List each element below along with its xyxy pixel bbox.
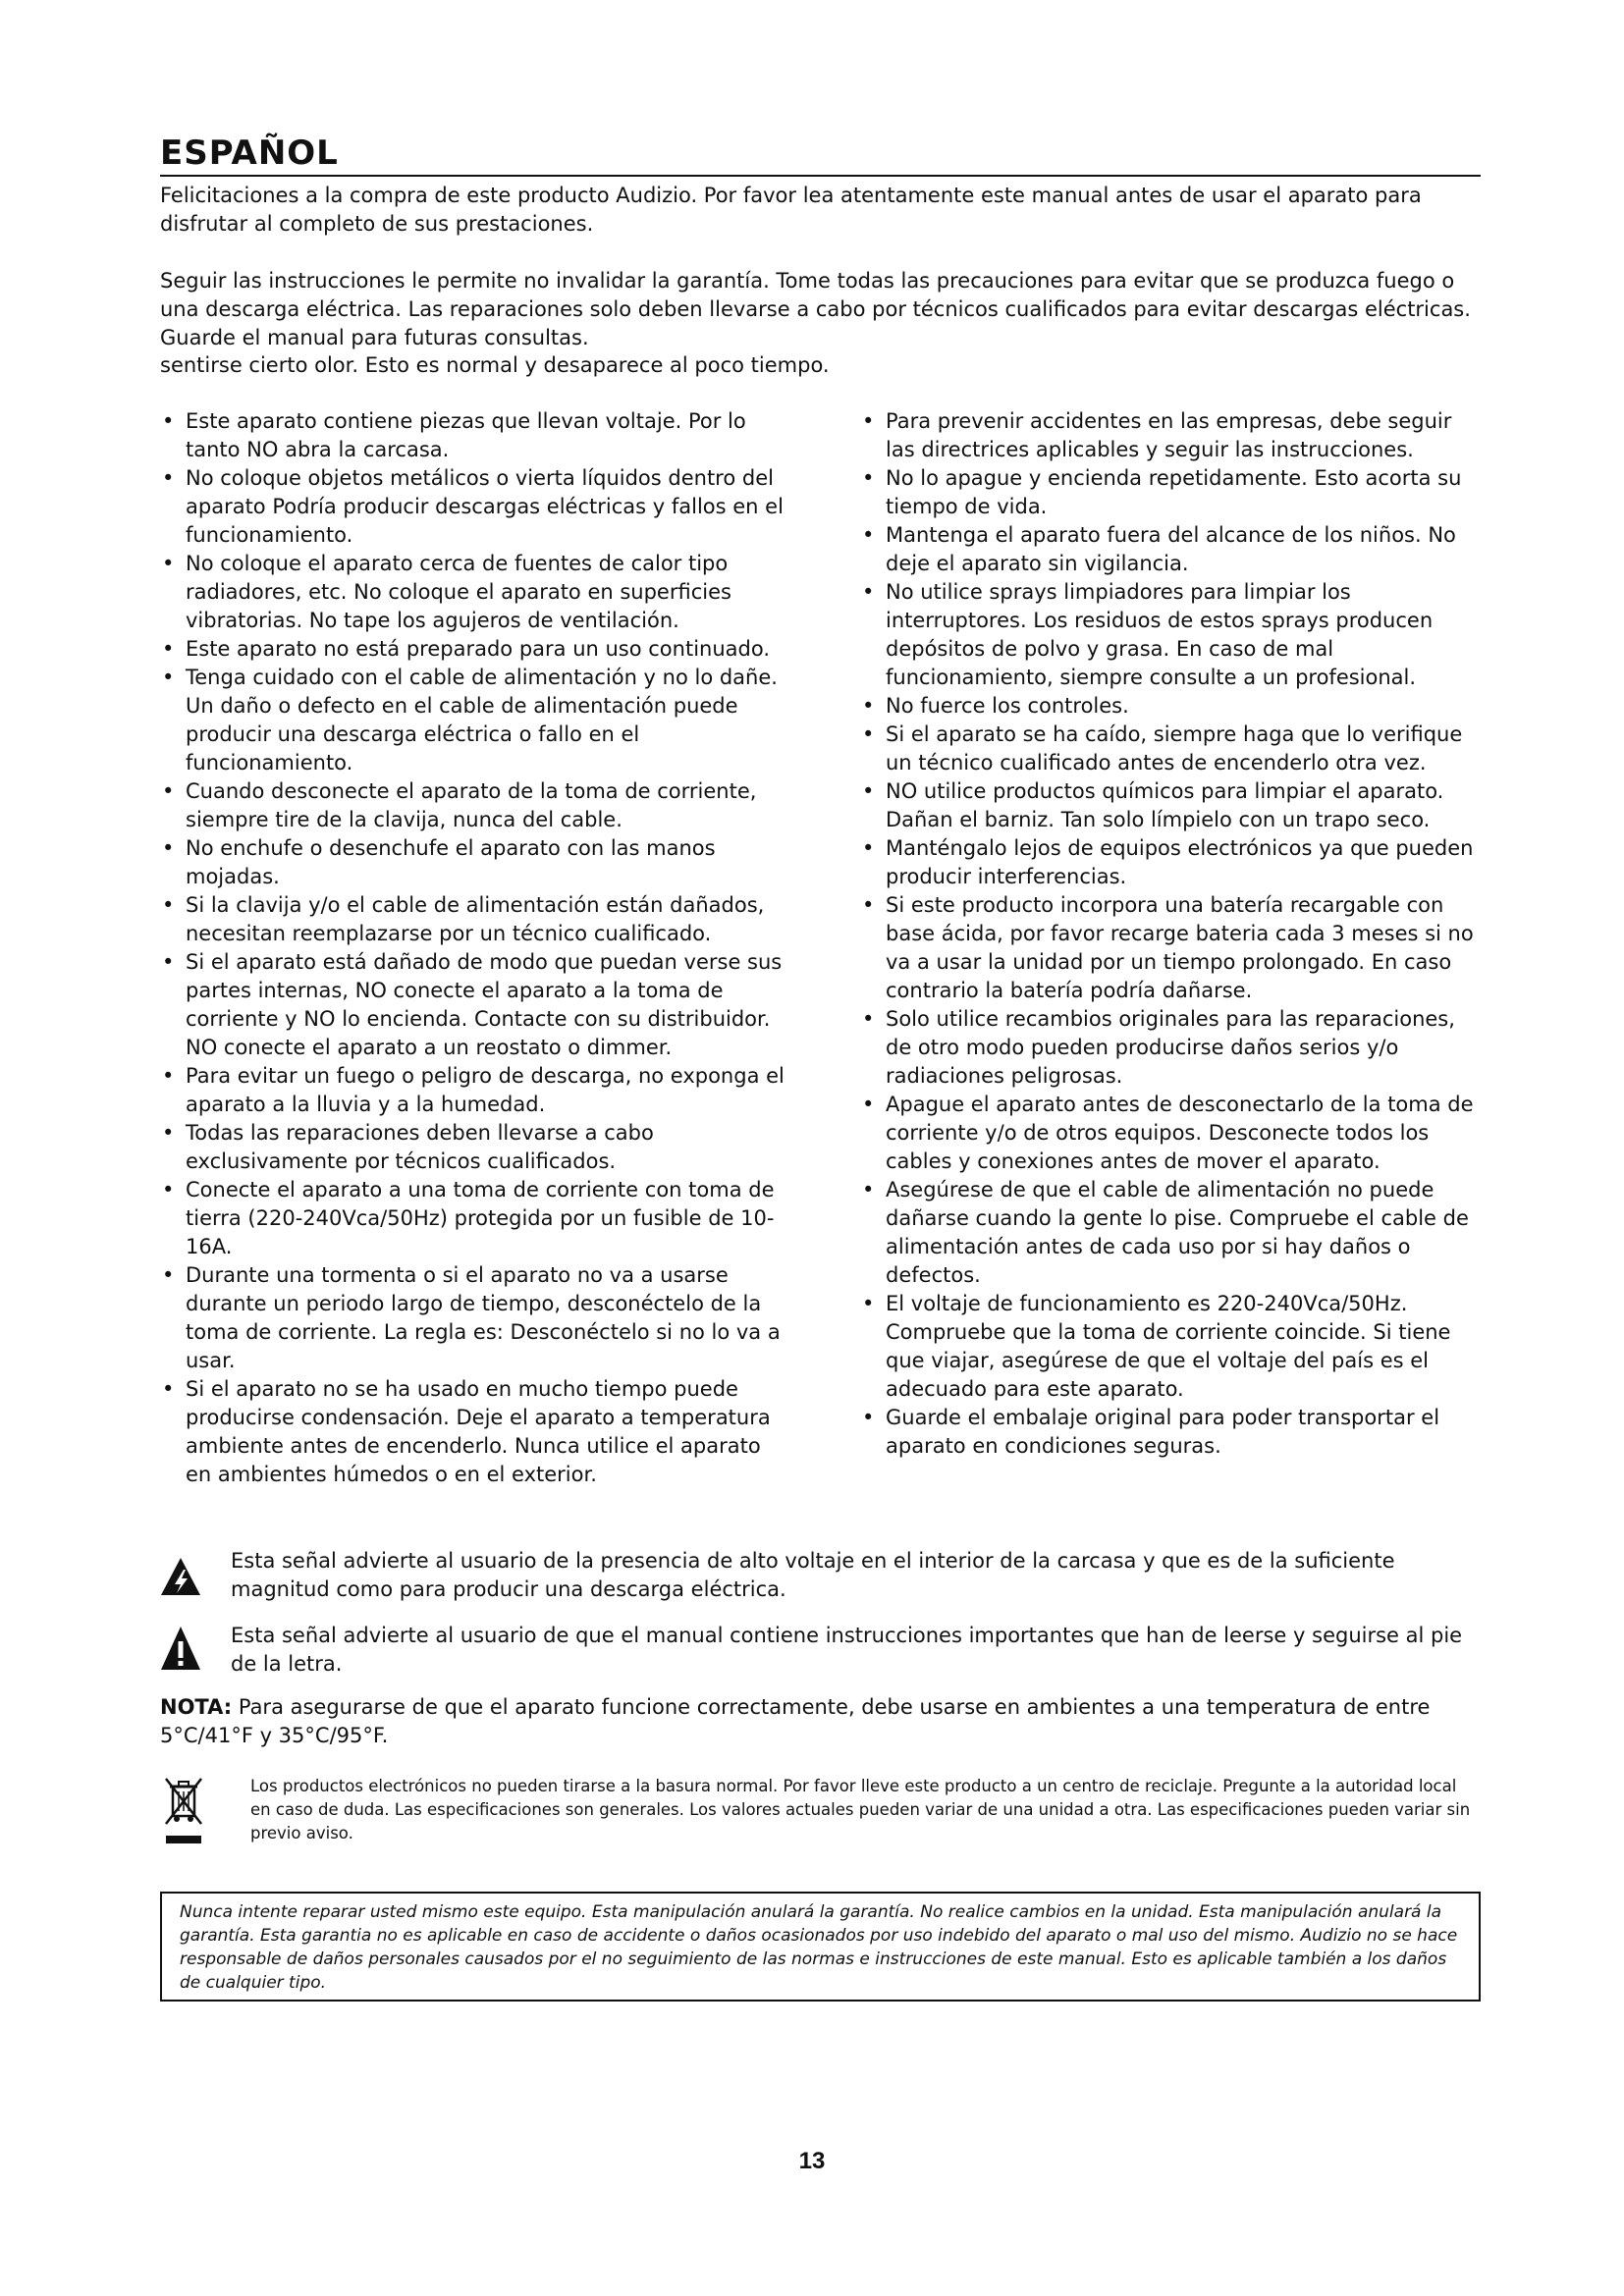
list-item: • Si el aparato no se ha usado en mucho tiempo puede producirse condensación. Deje el aparato a temperatura ambiente antes de encenderlo. Nunca utilice el aparato en ambientes húmedos o en el exterior. [162, 1375, 785, 1489]
note-paragraph [160, 1693, 1481, 1750]
voltage-warning-text: Esta señal advierte al usuario de la presencia de alto voltaje en el interior de la carcasa y que es de la suficiente magnitud como para producir una descarga eléctrica. [231, 1549, 1395, 1601]
exclamation-warning-icon [160, 1626, 201, 1679]
list-item: • Durante una tormenta o si el aparato no va a usarse durante un periodo largo de tiempo, desconéctelo de la toma de corriente. La regla es: Desconéctelo si no lo va a usar. [162, 1261, 785, 1375]
recycling-notice [160, 1775, 1481, 1863]
safety-list-left [162, 407, 785, 1489]
list-item: • Si el aparato está dañado de modo que puedan verse sus partes internas, NO conecte el aparato a la toma de corriente y NO lo encienda. Contacte con su distribuidor. NO conecte el aparato a un reostato o dimmer. [162, 948, 785, 1062]
intro-paragraph-3: sentirse cierto olor. Esto es normal y desaparece al poco tiempo. [160, 353, 830, 377]
note-text: Para asegurarse de que el aparato funcione correctamente, debe usarse en ambientes a una temperatura de entre 5°C/41°F y 35°C/95°F. [160, 1695, 1431, 1747]
list-item: • Conecte el aparato a una toma de corriente con toma de tierra (220-240Vca/50Hz) protegida por un fusible de 10-16A. [162, 1176, 785, 1261]
manual-warning [160, 1622, 1481, 1684]
list-item: • Este aparato no está preparado para un uso continuado. [162, 635, 785, 664]
list-item: • No fuerce los controles. [862, 692, 1486, 721]
list-item: • Si la clavija y/o el cable de alimentación están dañados, necesitan reemplazarse por un técnico cualificado. [162, 891, 785, 948]
list-item: • Apague el aparato antes de desconectarlo de la toma de corriente y/o de otros equipos. Desconecte todos los cables y conexiones antes de mover el aparato. [862, 1091, 1486, 1176]
list-item: • El voltaje de funcionamiento es 220-240Vca/50Hz. Compruebe que la toma de corriente coincide. Si tiene que viajar, asegúrese de que el voltaje del país es el adecuado para este aparato. [862, 1290, 1486, 1404]
list-item: • Cuando desconecte el aparato de la toma de corriente, siempre tire de la clavija, nunca del cable. [162, 777, 785, 834]
list-item: • Todas las reparaciones deben llevarse a cabo exclusivamente por técnicos cualificados. [162, 1119, 785, 1176]
intro-paragraph-1: Felicitaciones a la compra de este producto Audizio. Por favor lea atentamente este manual antes de usar el aparato para disfrutar al completo de sus prestaciones. [160, 184, 1422, 236]
manual-warning-text: Esta señal advierte al usuario de que el manual contiene instrucciones importantes que han de leerse y seguirse al pie de la letra. [231, 1624, 1463, 1676]
list-item: • Tenga cuidado con el cable de alimentación y no lo dañe. Un daño o defecto en el cable de alimentación puede producir una descarga eléctrica o fallo en el funcionamiento. [162, 664, 785, 777]
page-number: 13 [798, 2148, 826, 2174]
list-item: • Asegúrese de que el cable de alimentación no puede dañarse cuando la gente lo pise. Compruebe el cable de alimentación antes de cada uso por si hay daños o defectos. [862, 1176, 1486, 1290]
high-voltage-warning-icon [160, 1557, 201, 1604]
list-item: • Este aparato contiene piezas que llevan voltaje. Por lo tanto NO abra la carcasa. [162, 407, 785, 464]
list-item: • Si el aparato se ha caído, siempre haga que lo verifique un técnico cualificado antes de encenderlo otra vez. [862, 721, 1486, 777]
crossed-bin-icon [164, 1777, 203, 1857]
list-item: • NO utilice productos químicos para limpiar el aparato. Dañan el barniz. Tan solo límpielo con un trapo seco. [862, 777, 1486, 834]
list-item: • Mantenga el aparato fuera del alcance de los niños. No deje el aparato sin vigilancia. [862, 521, 1486, 578]
list-item: • No coloque el aparato cerca de fuentes de calor tipo radiadores, etc. No coloque el aparato en superficies vibratorias. No tape los agujeros de ventilación. [162, 550, 785, 635]
safety-list-right [862, 407, 1486, 1461]
voltage-warning [160, 1547, 1481, 1610]
list-item: • Solo utilice recambios originales para las reparaciones, de otro modo pueden producirse daños serios y/o radiaciones peligrosas. [862, 1005, 1486, 1091]
list-item: • No utilice sprays limpiadores para limpiar los interruptores. Los residuos de estos sprays producen depósitos de polvo y grasa. En caso de mal funcionamiento, siempre consulte a un profesional. [862, 578, 1486, 692]
recycling-text: Los productos electrónicos no pueden tirarse a la basura normal. Por favor lleve este producto a un centro de reciclaje. Pregunte a la autoridad local en caso de duda. Las especificaciones son generales. Los valores actuales pueden variar de una unidad a otra. Las especificaciones pueden variar sin previo aviso. [250, 1777, 1471, 1842]
warranty-disclaimer: Nunca intente reparar usted mismo este equipo. Esta manipulación anulará la garantía. No realice cambios en la unidad. Esta manipulación anulará la garantía. Esta garantia no es aplicable en caso de accidente o daños ocasionados por uso indebido del aparato o mal uso del mismo. Audizio no se hace responsable de daños personales causados por el no seguimiento de las normas e instrucciones de este manual. Esto es aplicable también a los daños de cualquier tipo. [160, 1892, 1481, 2002]
list-item: • Manténgalo lejos de equipos electrónicos ya que pueden producir interferencias. [862, 834, 1486, 891]
note-label: NOTA: [160, 1695, 233, 1719]
list-item: • Si este producto incorpora una batería recargable con base ácida, por favor recarge bateria cada 3 meses si no va a usar la unidad por un tiempo prolongado. En caso contrario la batería podría dañarse. [862, 891, 1486, 1005]
list-item: • No enchufe o desenchufe el aparato con las manos mojadas. [162, 834, 785, 891]
list-item: • No coloque objetos metálicos o vierta líquidos dentro del aparato Podría producir descargas eléctricas y fallos en el funcionamiento. [162, 464, 785, 550]
list-item: • Para evitar un fuego o peligro de descarga, no exponga el aparato a la lluvia y a la humedad. [162, 1062, 785, 1119]
list-item: • Para prevenir accidentes en las empresas, debe seguir las directrices aplicables y seguir las instrucciones. [862, 407, 1486, 464]
section-heading: ESPAÑOL [160, 133, 1481, 177]
list-item: • Guarde el embalaje original para poder transportar el aparato en condiciones seguras. [862, 1404, 1486, 1461]
list-item: • No lo apague y encienda repetidamente. Esto acorta su tiempo de vida. [862, 464, 1486, 521]
intro-paragraph-2: Seguir las instrucciones le permite no invalidar la garantía. Tome todas las precauciones para evitar que se produzca fuego o una descarga eléctrica. Las reparaciones solo deben llevarse a cabo por técnicos cualificados para evitar descargas eléctricas. Guarde el manual para futuras consultas. [160, 269, 1471, 349]
